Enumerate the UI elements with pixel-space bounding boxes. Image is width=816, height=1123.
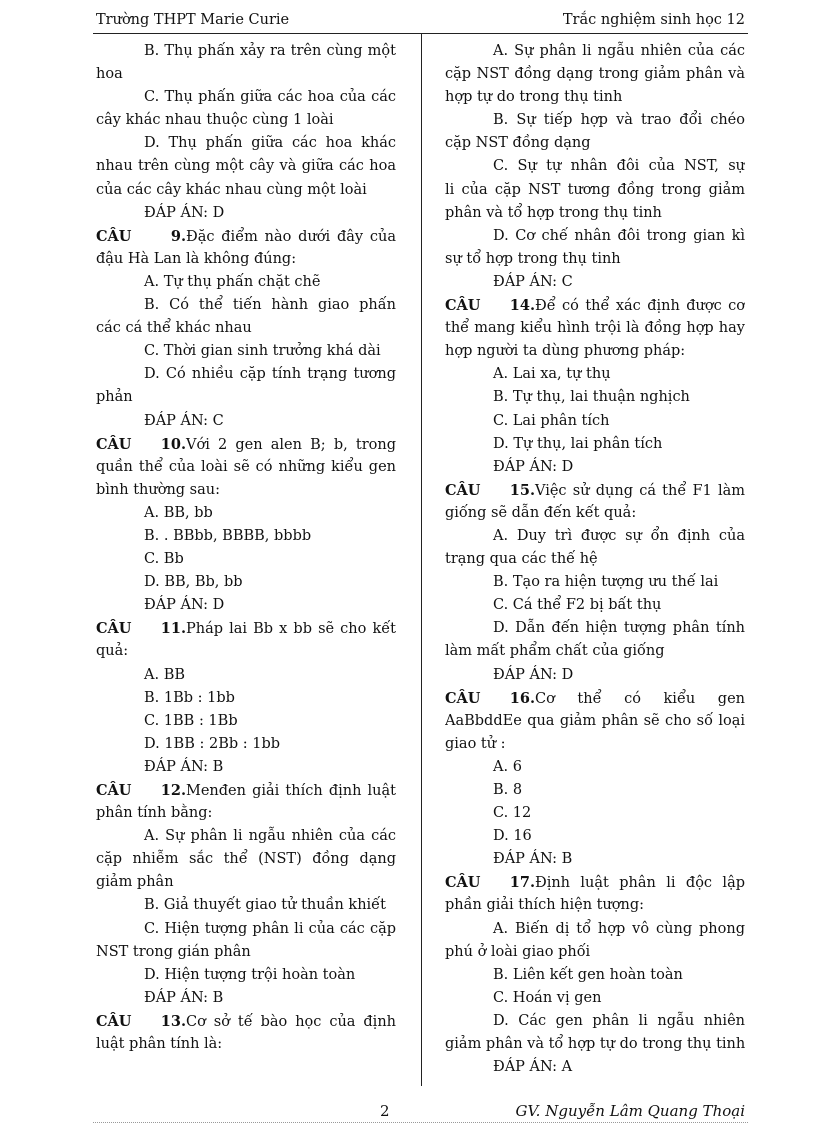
text-line: các cá thể khác nhau [96,320,252,337]
text-line: trạng qua các thế hệ [445,551,598,568]
question-number: CÂU 17. [445,874,535,892]
text-line: hoa [96,66,123,83]
question-text: Cơ thể có kiểu gen [535,690,745,707]
text-line: làm mất phẩm chất của giống [445,643,665,660]
question-text: Cơ sở tế bào học của định [186,1013,396,1030]
question-line [96,225,396,248]
question-line [445,479,745,502]
text-line: giống sẽ dẫn đến kết quả: [445,504,637,521]
text-line: hợp tự do trong thụ tinh [445,89,623,106]
text-line: D. Có nhiều cặp tính trạng tương [144,366,396,383]
text-line: B. Thụ phấn xảy ra trên cùng một [144,43,396,59]
question-number: CÂU 12. [96,782,186,799]
question-number: CÂU 16. [445,689,535,707]
question-line [96,617,396,640]
text-line: cặp NST đồng dạng trong giảm phân và [445,66,745,83]
text-line: A. BB, bb [144,504,213,521]
text-line: cặp NST đồng dạng [445,135,591,152]
text-line: phân và tổ hợp trong thụ tinh [445,204,662,221]
text-line: ĐÁP ÁN: B [144,758,224,775]
text-line: cặp nhiễm sắc thể (NST) đồng dạng [96,851,396,868]
text-line: ĐÁP ÁN: B [493,851,573,868]
text-line: A. Sự phân li ngẫu nhiên của các [144,828,396,845]
text-line: C. Lai phân tích [493,412,610,429]
question-number: CÂU 10. [96,435,186,453]
text-line: B. Có thể tiến hành giao phấn [144,297,396,314]
text-line: D. Cơ chế nhân đôi trong gian kì [493,227,745,244]
text-line: C. Hiện tượng phân li của các cặp [144,920,396,937]
text-line: B. Tự thụ, lai thuận nghịch [493,389,690,406]
text-line: phản [96,389,133,406]
question-text: Với 2 gen alen B; b, trong [186,436,396,453]
text-line: NST trong gián phân [96,943,251,960]
text-line: D. BB, Bb, bb [144,574,243,591]
text-line: giảm phân và tổ hợp tự do trong thụ tinh [445,1036,745,1053]
question-number: CÂU 15. [445,481,535,499]
text-line: C. Thời gian sinh trưởng khá dài [144,343,381,360]
text-line: phú ở loài giao phối [445,943,591,960]
text-line: D. Các gen phân li ngẫu nhiên [493,1012,745,1029]
text-line: sự tổ hợp trong thụ tinh [445,250,621,267]
text-line: ĐÁP ÁN: C [493,273,573,290]
header-subject: Trắc nghiệm sinh học 12 [562,12,745,28]
question-number: CÂU 14. [445,297,535,315]
text-line: A. Tự thụ phấn chặt chẽ [144,273,321,290]
text-line: B. . BBbb, BBBB, bbbb [144,527,312,544]
text-line: B. Liên kết gen hoàn toàn [493,966,683,983]
column-divider [421,34,422,1086]
text-line: C. 12 [493,805,532,822]
text-line: ĐÁP ÁN: D [493,458,574,475]
text-line: ĐÁP ÁN: D [144,204,225,221]
text-line: D. Dẫn đến hiện tượng phân tính [493,620,745,637]
text-line: giảm phân [96,874,174,891]
text-line: phần giải thích hiện tượng: [445,897,645,914]
question-number: CÂU 9. [96,227,186,245]
text-line: quần thể của loài sẽ có những kiểu gen [96,458,396,475]
text-line: quả: [96,643,129,660]
text-line: ĐÁP ÁN: A [493,1059,573,1076]
text-line: A. Biến dị tổ hợp vô cùng phong [493,920,745,937]
question-text: Để có thể xác định được cơ [535,298,745,315]
text-line: D. 16 [493,828,532,845]
text-line: ĐÁP ÁN: D [144,597,225,614]
text-line: AaBbddEe qua giảm phân sẽ cho số loại [445,712,745,729]
text-line: A. Duy trì được sự ổn định của [493,527,745,544]
footer-author: GV. Nguyễn Lâm Quang Thoại [515,1102,745,1120]
text-line: bình thường sau: [96,481,220,498]
question-number: CÂU 11. [96,620,186,638]
text-line: ĐÁP ÁN: D [493,666,574,683]
text-line: D. Tự thụ, lai phân tích [493,435,663,452]
question-line [445,687,745,710]
text-line: B. 1Bb : 1bb [144,689,235,706]
text-line: phân tính bằng: [96,805,213,822]
text-line: cây khác nhau thuộc cùng 1 loài [96,112,334,129]
text-line: C. Bb [144,551,184,568]
question-text: Việc sử dụng cá thể F1 làm [535,482,745,499]
text-line: C. Thụ phấn giữa các hoa của các [144,89,396,106]
left-column [96,40,396,1056]
text-line: hợp người ta dùng phương pháp: [445,343,686,360]
text-line: thể mang kiểu hình trội là đồng hợp hay [445,320,745,337]
text-line: li của cặp NST tương đồng trong giảm [445,181,745,198]
text-line: ĐÁP ÁN: C [144,412,224,429]
text-line: A. BB [144,666,186,683]
question-line [445,294,745,317]
question-line [96,1010,396,1033]
text-line: A. 6 [493,758,522,775]
text-line: giao tử : [445,735,506,752]
text-line: ĐÁP ÁN: B [144,989,224,1006]
text-line: B. Tạo ra hiện tượng ưu thế lai [493,574,719,591]
text-line: đậu Hà Lan là không đúng: [96,250,297,267]
text-line: A. Sự phân li ngẫu nhiên của các [493,43,745,59]
question-line [96,433,396,456]
question-text: Menđen giải thích định luật [186,783,396,799]
question-number: CÂU 13. [96,1012,186,1030]
question-text: Định luật phân li độc lập [535,875,745,892]
text-line: D. Hiện tượng trội hoàn toàn [144,966,356,983]
question-text: Pháp lai Bb x bb sẽ cho kết [186,621,396,638]
text-line: C. Sự tự nhân đôi của NST, sự [493,158,745,175]
question-text: Đặc điểm nào dưới đây của [186,228,396,245]
text-line: B. Giả thuyết giao tử thuần khiết [144,897,386,914]
text-line: C. 1BB : 1Bb [144,712,238,729]
text-line: nhau trên cùng một cây và giữa các hoa [96,158,396,175]
text-line: D. Thụ phấn giữa các hoa khác [144,135,396,152]
text-line: C. Hoán vị gen [493,989,602,1006]
text-line: B. Sự tiếp hợp và trao đổi chéo [493,112,745,129]
text-line: của các cây khác nhau cùng một loài [96,181,367,198]
text-line: luật phân tính là: [96,1036,223,1053]
question-line [445,871,745,894]
text-line: B. 8 [493,782,523,798]
text-line: C. Cá thể F2 bị bất thụ [493,597,662,614]
page-number: 2 [380,1102,390,1120]
text-line: D. 1BB : 2Bb : 1bb [144,735,281,752]
text-line: A. Lai xa, tự thụ [493,366,611,383]
question-line [96,779,396,802]
header-school: Trường THPT Marie Curie [96,12,290,28]
right-column [445,40,745,1079]
